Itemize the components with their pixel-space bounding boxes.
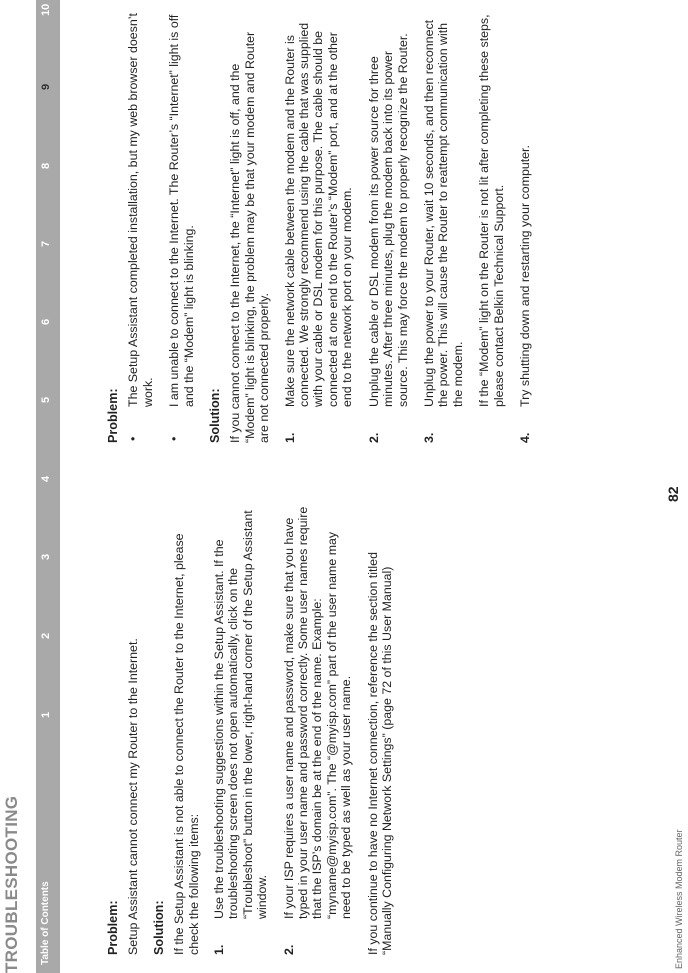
item-text: Unplug the cable or DSL modem from its power source for three minutes. After three minutes, plug the modem back into its power source. This may force the modem to properly recognize the Router.	[366, 33, 410, 407]
solution-heading: Solution:	[208, 388, 223, 443]
numbered-item	[367, 11, 410, 443]
toc-section-4[interactable]: 4	[40, 475, 52, 482]
item-text: Try shutting down and restarting your computer.	[517, 145, 532, 407]
item-number: 3.	[421, 432, 436, 443]
bullet-text: The Setup Assistant completed installation, but my web browser doesn’t work.	[126, 13, 155, 407]
solution-heading: Solution:	[151, 900, 166, 955]
toc-section-10[interactable]: 10	[40, 3, 52, 16]
item-text: Use the troubleshooting suggestions within the Setup Assistant. If the troubleshooting screen does not open automatically, click on the “Troubleshoot” button in the lower, right-hand corner of the Setup Assistant window.	[212, 510, 270, 919]
right-column	[106, 11, 544, 443]
bullet-text: I am unable to connect to the Internet. The Router’s “Internet” light is off and the “Modem” light is blinking.	[167, 14, 196, 407]
item-text: Unplug the power to your Router, wait 10 seconds, and then reconnect the power. This will cause the Router to reattempt communication with the modem.	[421, 19, 465, 407]
solution-intro: If the Setup Assistant is not able to connect the Router to the Internet, please check the following items:	[172, 533, 201, 955]
toc-link[interactable]: Table of Contents	[40, 881, 51, 965]
numbered-item	[282, 505, 354, 955]
solution-intro: If you cannot connect to the Internet, the “Internet” light is off, and the “Modem” light is blinking, the problem may be that your modem and Router are not connected properly.	[228, 31, 272, 443]
bullet-icon: •	[167, 436, 182, 441]
page-title: TROUBLESHOOTING	[2, 795, 21, 973]
toc-section-1[interactable]: 1	[40, 711, 52, 718]
numbered-item	[212, 505, 270, 955]
problem-text: Setup Assistant cannot connect my Router to the Internet.	[126, 638, 141, 955]
page-number: 82	[665, 486, 681, 502]
toc-section-3[interactable]: 3	[40, 553, 52, 560]
toc-section-5[interactable]: 5	[40, 396, 52, 403]
toc-section-7[interactable]: 7	[40, 240, 52, 247]
problem-heading: Problem:	[106, 900, 120, 955]
bullet-item	[126, 11, 155, 443]
problem-heading: Problem:	[106, 388, 120, 443]
item-text: Make sure the network cable between the modem and the Router is connected. We strongly recommend using the cable that was supplied with your cable or DSL modem for this purpose. The cable should be connected at one end to the Router’s “Modem” port, and at the other end to the network port on your modem.	[282, 22, 355, 407]
bullet-icon: •	[126, 436, 141, 441]
item-text: If your ISP requires a user name and password, make sure that you have typed in your user name and password correctly. Some user names require that the ISP’s domain be at the end of the name. Example: “myname@myisp.com”. The “@myisp.com” part of the user name may need to be typed as well as your user name.	[281, 506, 354, 919]
item-number: 4.	[517, 432, 532, 443]
toc-section-9-current[interactable]: 9	[40, 83, 52, 90]
item-number: 2.	[366, 432, 381, 443]
item-number: 1.	[212, 944, 227, 955]
item-number: 2.	[281, 944, 296, 955]
support-note: If the “Modem” light on the Router is not lit after completing these steps, please contact Belkin Technical Support.	[477, 14, 506, 407]
left-column	[106, 505, 406, 955]
toc-section-2[interactable]: 2	[40, 632, 52, 639]
toc-section-8[interactable]: 8	[40, 162, 52, 169]
bullet-item	[167, 11, 196, 443]
numbered-item	[518, 11, 532, 443]
footer-product-name: Enhanced Wireless Modem Router	[674, 829, 684, 969]
item-number: 1.	[282, 432, 297, 443]
numbered-item	[283, 11, 355, 443]
numbered-item	[422, 11, 465, 443]
closing-paragraph: If you continue to have no Internet connection, reference the section titled “Manually Configuring Network Settings” (page 72 of this User Manual)	[365, 552, 395, 955]
toc-section-6[interactable]: 6	[40, 318, 52, 325]
toc-navigation-bar	[36, 0, 60, 973]
